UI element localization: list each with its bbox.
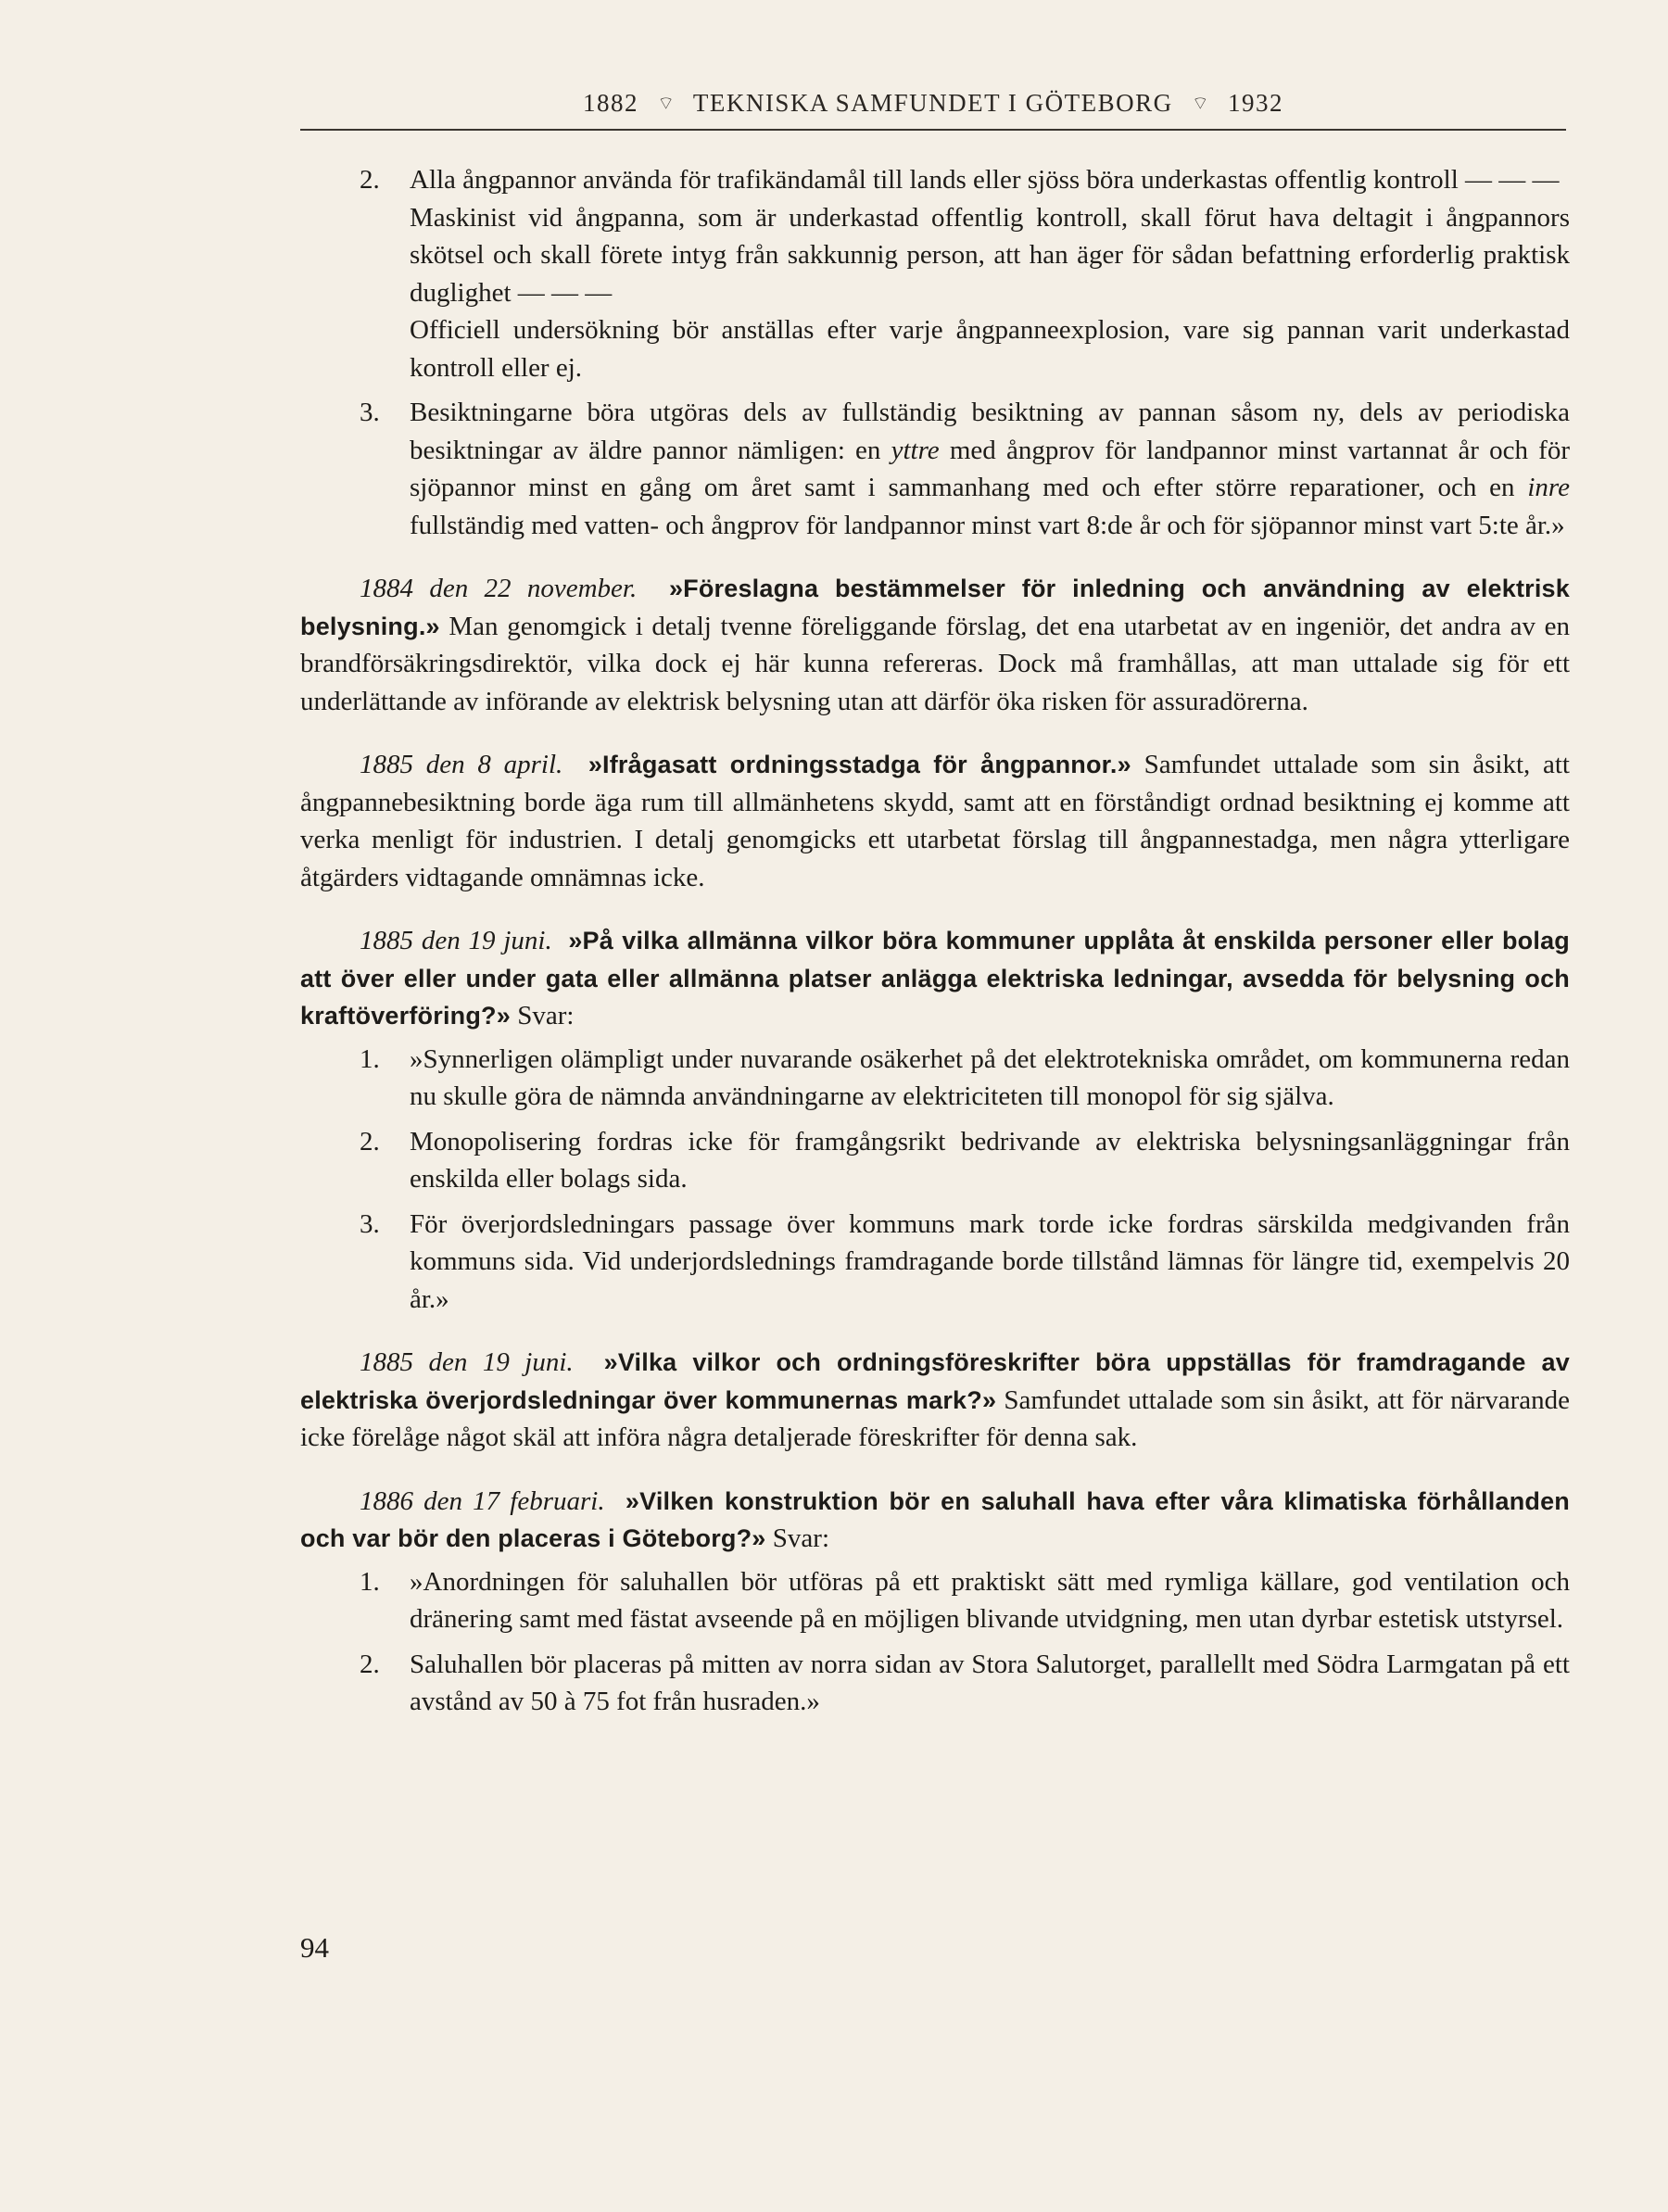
continued-list <box>300 161 1570 544</box>
ornament-icon: ⌔ <box>1191 94 1209 114</box>
item-paragraph: Officiell undersökning bör anställas efter varje ångpanneexplosion, vare sig pannan varit underkastad kontroll eller ej. <box>410 315 1570 383</box>
item-paragraph: Monopolisering fordras icke för framgångsrikt bedrivande av elektriska belysningsanläggningar från enskilda eller bolags sida. <box>410 1126 1570 1194</box>
item-paragraph: Besiktningarne böra utgöras dels av fullständig besiktning av pannan såsom ny, dels av periodiska besiktningar av äldre pannor nämligen: en yttre med ångprov för landpannor minst vartannat år och för sjöpannor minst en gång om året samt i sammanhang med och efter större reparationer, och en inre fullständig med vatten- och ångprov för landpannor minst vart 8:de år och för sjöpannor minst vart 5:te år.» <box>410 398 1570 540</box>
item-paragraph: »Anordningen för saluhallen bör utföras på ett praktiskt sätt med rymliga källare, god ventilation och dränering samt med fästat avseende på en möjligen blivande utvidgning, men utan dyrbar estetisk utstyrsel. <box>410 1566 1570 1634</box>
header-year-end: 1932 <box>1227 89 1283 117</box>
running-head <box>300 89 1566 118</box>
entry-topic: »Ifrågasatt ordningsstadga för ångpannor.» <box>588 751 1131 778</box>
entry-paragraph <box>300 922 1570 1035</box>
entry-date: 1884 den 22 november. <box>360 574 638 603</box>
item-number: 1. <box>360 1043 380 1074</box>
minutes-entry <box>300 746 1570 896</box>
entry-text: Svar: <box>765 1523 829 1553</box>
item-paragraph: För överjordsledningars passage över kommuns mark torde icke fordras särskilda medgivanden från kommuns sida. Vid underjordslednings framdragande borde tillstånd lämnas för längre tid, exempelvis 20 år.» <box>410 1208 1570 1314</box>
entry-topic: »På vilka allmänna vilkor böra kommuner upplåta åt enskilda personer eller bolag att över eller under gata eller allmänna platser anlägga elektriska ledningar, avsedda för belysning och kraftöverföring?» <box>300 927 1570 1030</box>
entry-paragraph <box>300 1344 1570 1457</box>
list-item <box>300 1563 1570 1638</box>
entry-paragraph <box>300 570 1570 720</box>
header-year-start: 1882 <box>583 89 639 117</box>
minutes-entry <box>300 1344 1570 1457</box>
entry-paragraph <box>300 1483 1570 1558</box>
minutes-entry <box>300 570 1570 720</box>
item-paragraph: Alla ångpannor använda för trafikändamål till lands eller sjöss böra underkastas offentlig kontroll — — — <box>410 165 1560 195</box>
page-body <box>300 156 1570 1721</box>
minutes-entry <box>300 922 1570 1318</box>
page-number: 94 <box>300 1931 329 1964</box>
entry-text: Samfundet uttalade som sin åsikt, att för närvarande icke förelåge något skäl att införa några detaljerade föreskrifter för denna sak. <box>300 1384 1570 1452</box>
item-number: 1. <box>360 1566 380 1597</box>
ornament-icon: ⌔ <box>657 94 676 114</box>
item-paragraph: Saluhallen bör placeras på mitten av norra sidan av Stora Salutorget, parallellt med Södra Larmgatan på ett avstånd av 50 à 75 fot från husraden.» <box>410 1649 1570 1716</box>
header-title: TEKNISKA SAMFUNDET I GÖTEBORG <box>692 89 1173 117</box>
entry-text: Samfundet uttalade som sin åsikt, att ångpannebesiktning borde äga rum till allmänhetens skydd, samt att en förståndigt ordnad besiktning ej komme att verka menligt för industrien. I detalj genomgicks ett utarbetat förslag till ångpannestadga, men några ytterligare åtgärders vidtagande omnämnas icke. <box>300 750 1570 892</box>
emphasis: yttre <box>891 435 940 465</box>
entry-date: 1886 den 17 februari. <box>360 1485 605 1516</box>
entry-date: 1885 den 19 juni. <box>360 1347 574 1377</box>
list-item <box>300 1123 1570 1198</box>
item-number: 2. <box>360 1126 380 1157</box>
item-number: 2. <box>360 1649 380 1679</box>
entry-paragraph <box>300 746 1570 896</box>
emphasis: inre <box>1527 473 1570 502</box>
entry-date: 1885 den 8 april. <box>360 750 563 779</box>
entry-topic: »Vilken konstruktion bör en saluhall hava efter våra klimatiska förhållanden och var bör den placeras i Göteborg?» <box>300 1486 1571 1552</box>
list-item <box>300 161 1570 386</box>
item-paragraph: »Synnerligen olämpligt under nuvarande osäkerhet på det elektrotekniska området, om kommunerna redan nu skulle göra de nämnda användningarne av elektriciteten till monopol för sig själva. <box>410 1043 1570 1111</box>
item-number: 2. <box>360 165 380 195</box>
item-paragraph: Maskinist vid ångpanna, som är underkastad offentlig kontroll, skall förut hava deltagit i ångpannors skötsel och skall förete intyg från sakkunnig person, att han äger för sådan befattning erforderlig praktisk duglighet — — — <box>410 202 1570 308</box>
entry-text: Man genomgick i detalj tvenne föreliggande förslag, det ena utarbetat av en ingeniör, det andra av en brandförsäkringsdirektör, vilka dock ej här kunna refereras. Dock må framhållas, att man uttalade sig för ett underlättande av införande av elektrisk belysning utan att därför öka risken för assuradörerna. <box>300 611 1570 716</box>
entry-topic: »Vilka vilkor och ordningsföreskrifter böra uppställas för framdragande av elektriska överjordsledningar över kommunernas mark?» <box>300 1348 1570 1414</box>
entry-topic: »Föreslagna bestämmelser för inledning och användning av elektrisk belysning.» <box>300 575 1570 640</box>
item-number: 3. <box>360 398 380 427</box>
item-number: 3. <box>360 1208 380 1239</box>
list-item <box>300 394 1570 544</box>
minutes-entry <box>300 1483 1570 1721</box>
header-rule <box>300 129 1566 131</box>
list-item <box>300 1646 1570 1721</box>
list-item <box>300 1041 1570 1116</box>
list-item <box>300 1206 1570 1319</box>
entry-text: Svar: <box>510 1001 575 1030</box>
entry-date: 1885 den 19 juni. <box>360 926 552 955</box>
